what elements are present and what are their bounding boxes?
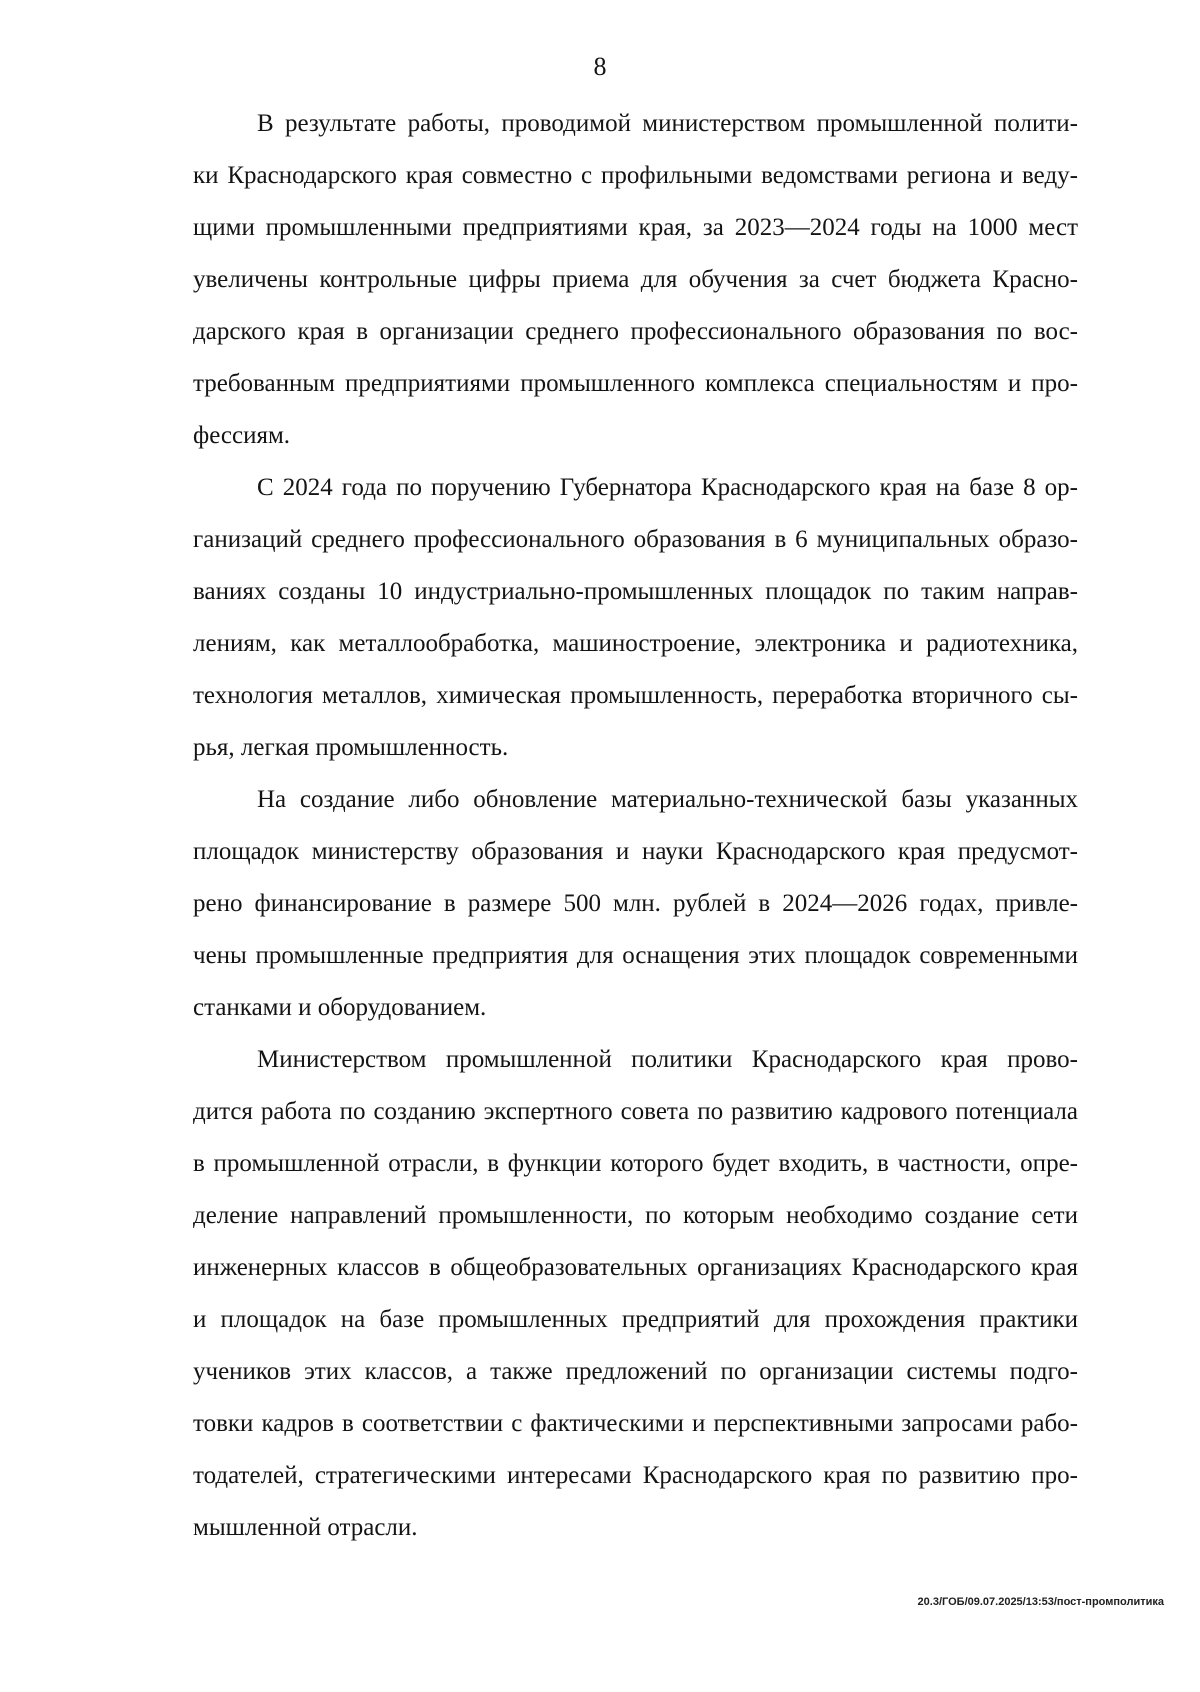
- paragraph: [193, 462, 1078, 774]
- paragraph: [193, 774, 1078, 1034]
- text-line: учеников этих классов, а также предложений по организации системы подго-: [193, 1358, 1078, 1385]
- text-line: С 2024 года по поручению Губернатора Краснодарского края на базе 8 ор-: [257, 474, 1078, 501]
- text-line: ки Краснодарского края совместно с профильными ведомствами региона и веду-: [193, 162, 1078, 189]
- text-line: На создание либо обновление материально-технической базы указанных: [257, 786, 1078, 813]
- text-line: ваниях созданы 10 индустриально-промышленных площадок по таким направ-: [193, 578, 1078, 605]
- text-line: товки кадров в соответствии с фактическими и перспективными запросами рабо-: [193, 1410, 1078, 1437]
- text-line: В результате работы, проводимой министерством промышленной полити-: [257, 110, 1078, 137]
- document-code: 20.3/ГОБ/09.07.2025/13:53/пост-промполитика: [917, 1596, 1164, 1608]
- text-line: требованным предприятиями промышленного комплекса специальностям и про-: [193, 370, 1078, 397]
- text-line: дарского края в организации среднего профессионального образования по вос-: [193, 318, 1078, 345]
- text-line: станками и оборудованием.: [193, 994, 487, 1021]
- page-number: 8: [593, 52, 607, 81]
- text-line: мышленной отрасли.: [193, 1514, 418, 1541]
- text-line: и площадок на базе промышленных предприятий для прохождения практики: [193, 1306, 1078, 1333]
- text-line: рено финансирование в размере 500 млн. рублей в 2024—2026 годах, привле-: [193, 890, 1078, 917]
- text-line: рья, легкая промышленность.: [193, 734, 509, 761]
- paragraph: [193, 98, 1078, 462]
- text-line: фессиям.: [193, 422, 291, 449]
- text-line: ганизаций среднего профессионального образования в 6 муниципальных образо-: [193, 526, 1078, 553]
- text-line: щими промышленными предприятиями края, за 2023—2024 годы на 1000 мест: [193, 214, 1078, 241]
- text-line: Министерством промышленной политики Краснодарского края прово-: [257, 1046, 1078, 1073]
- text-line: тодателей, стратегическими интересами Краснодарского края по развитию про-: [193, 1462, 1078, 1489]
- text-line: в промышленной отрасли, в функции которого будет входить, в частности, опре-: [193, 1150, 1078, 1177]
- body-text: [193, 98, 1078, 1554]
- text-line: площадок министерству образования и науки Краснодарского края предусмот-: [193, 838, 1078, 865]
- paragraph: [193, 1034, 1078, 1554]
- text-line: инженерных классов в общеобразовательных организациях Краснодарского края: [193, 1254, 1078, 1281]
- text-line: технология металлов, химическая промышленность, переработка вторичного сы-: [193, 682, 1078, 709]
- text-line: дится работа по созданию экспертного совета по развитию кадрового потенциала: [193, 1098, 1078, 1125]
- text-line: увеличены контрольные цифры приема для обучения за счет бюджета Красно-: [193, 266, 1078, 293]
- text-line: чены промышленные предприятия для оснащения этих площадок современными: [193, 942, 1078, 969]
- text-line: лениям, как металлообработка, машиностроение, электроника и радиотехника,: [193, 630, 1078, 657]
- text-line: деление направлений промышленности, по которым необходимо создание сети: [193, 1202, 1078, 1229]
